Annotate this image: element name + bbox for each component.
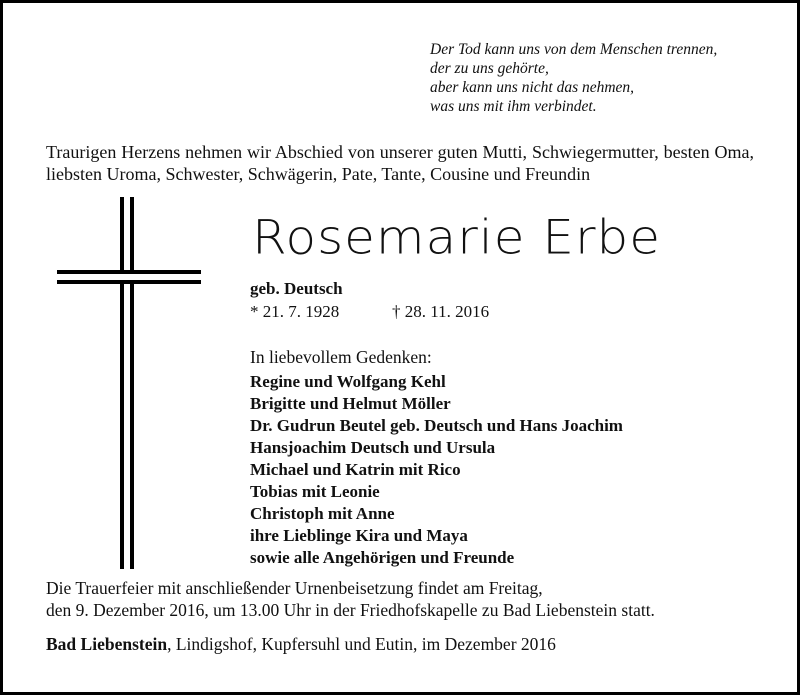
mourner-line: Tobias mit Leonie — [250, 482, 380, 501]
mourner-line: Hansjoachim Deutsch und Ursula — [250, 438, 496, 457]
intro-text: Traurigen Herzens nehmen wir Abschied von unserer guten Mutti, Schwiegermutter, besten Oma, liebsten Uroma, Schwester, Schwägerin, Pate, Tante, Cousine und Freundin — [46, 142, 754, 184]
place-rest: , Lindigshof, Kupfersuhl und Eutin, im Dezember 2016 — [167, 634, 556, 654]
deceased-name: Rosemarie Erbe — [252, 210, 661, 266]
mourner-line: ihre Lieblinge Kira und Maya — [250, 526, 468, 545]
mourner-line: sowie alle Angehörigen und Freunde — [250, 548, 515, 567]
mourner-line: Michael und Katrin mit Rico — [250, 460, 461, 479]
epitaph-quote — [430, 40, 717, 116]
mourner-line: Christoph mit Anne — [250, 504, 395, 523]
mourners-list — [250, 371, 623, 569]
quote-line: Der Tod kann uns von dem Menschen trennen, — [430, 41, 718, 58]
life-dates — [250, 302, 489, 322]
mourner-line: Brigitte und Helmut Möller — [250, 394, 451, 413]
quote-line: was uns mit ihm verbindet. — [430, 98, 597, 115]
ceremony-line: den 9. Dezember 2016, um 13.00 Uhr in der Friedhofskapelle zu Bad Liebenstein statt. — [46, 599, 655, 620]
mourners-heading: In liebevollem Gedenken: — [250, 347, 432, 367]
place-and-date — [46, 634, 556, 655]
ceremony-line: Die Trauerfeier mit anschließender Urnenbeisetzung findet am Freitag, — [46, 578, 543, 598]
mourner-line: Dr. Gudrun Beutel geb. Deutsch und Hans Joachim — [250, 416, 623, 435]
mourner-line: Regine und Wolfgang Kehl — [250, 372, 446, 391]
ceremony-info — [46, 578, 655, 621]
death-date: † 28. 11. 2016 — [392, 302, 490, 321]
cross-vertical-bar — [120, 197, 134, 569]
quote-line: der zu uns gehörte, — [430, 60, 549, 77]
birth-name: geb. Deutsch — [250, 279, 343, 298]
birth-date: * 21. 7. 1928 — [250, 302, 340, 321]
cross-intersection — [124, 274, 130, 280]
place-city: Bad Liebenstein — [46, 634, 168, 654]
quote-line: aber kann uns nicht das nehmen, — [430, 79, 635, 96]
